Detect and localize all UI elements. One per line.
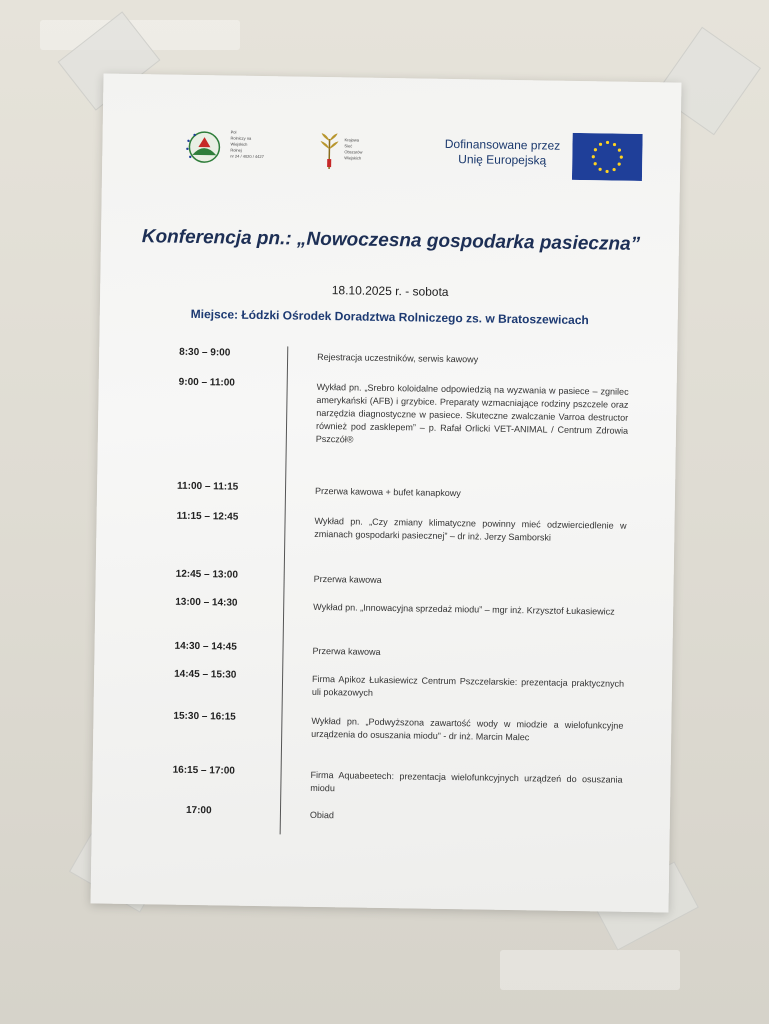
logo-left-text-5: nr 24 / 4020 / 4427 bbox=[230, 153, 264, 160]
schedule-description: Obiad bbox=[309, 809, 335, 821]
cofunding-text bbox=[432, 137, 572, 169]
schedule-description: Wykład pn. „Podwyższona zawartość wody w miodzie a wielofunkcyjne urządzenia do osuszania miodu” - dr inż. Marcin Malec bbox=[311, 715, 624, 743]
schedule-description: Wykład pn. „Innowacyjna sprzedaż miodu” – mgr inż. Krzysztof Łukasiewicz bbox=[313, 601, 615, 617]
paper-sheet bbox=[91, 74, 682, 913]
schedule-row bbox=[99, 345, 677, 365]
logo-left-text-4: Rolnej bbox=[230, 147, 242, 153]
logo-mid-text-4: Wiejskich bbox=[344, 155, 362, 161]
schedule-time: 15:30 – 16:15 bbox=[173, 710, 236, 723]
ksow-logo bbox=[318, 133, 389, 174]
schedule-time: 14:45 – 15:30 bbox=[174, 668, 237, 681]
cofunding-line-2: Unię Europejską bbox=[458, 152, 547, 168]
logo-mid-text-1: Krajowa bbox=[344, 137, 360, 143]
schedule-description: Rejestracja uczestników, serwis kawowy bbox=[317, 351, 479, 365]
schedule-time: 13:00 – 14:30 bbox=[175, 596, 238, 609]
schedule-time: 8:30 – 9:00 bbox=[179, 346, 231, 359]
schedule-description: Przerwa kawowa + bufet kanapkowy bbox=[314, 485, 461, 499]
schedule-row bbox=[95, 639, 673, 657]
schedule-row bbox=[99, 375, 677, 445]
schedule-row bbox=[97, 509, 675, 543]
schedule-divider bbox=[280, 346, 289, 834]
schedule-description: Wykład pn. „Srebro koloidalne odpowiedzią na wyzwania w pasiece – zgnilec amerykański (AFB) i grzybice. Preparaty wzmacniające rodziny pszczele oraz narzędzia diagnostyczne w pasiece. Skuteczne zwalczanie Varroa destructor również pod zasklepem” – p. Rafał Orlicki VET-ANIMAL / Centrum Zdrowia Pszczół® bbox=[315, 381, 629, 445]
schedule-row bbox=[97, 479, 675, 499]
cofunding-line-1: Dofinansowane przez bbox=[444, 136, 561, 153]
logo-left-text-3: Wiejskich bbox=[230, 141, 248, 147]
schedule-row bbox=[96, 567, 674, 585]
schedule-row bbox=[95, 595, 673, 617]
schedule-description: Przerwa kawowa bbox=[312, 645, 381, 657]
schedule-description: Firma Aquabeetech: prezentacja wielofunkcyjnych urządzeń do osuszania miodu bbox=[310, 769, 623, 794]
schedule-time: 14:30 – 14:45 bbox=[174, 640, 237, 653]
conference-place: Miejsce: Łódzki Ośrodek Doradztwa Rolniczego zs. w Bratoszewicach bbox=[190, 306, 589, 328]
conference-date: 18.10.2025 r. - sobota bbox=[331, 283, 449, 299]
logo-mid-text-3: Obszarów bbox=[344, 149, 363, 155]
logo-left-text-2: Rolniczy na bbox=[230, 135, 252, 141]
wheat-icon bbox=[318, 133, 341, 169]
schedule-time: 12:45 – 13:00 bbox=[175, 568, 239, 581]
schedule-description: Wykład pn. „Czy zmiany klimatyczne powinny mieć odzwierciedlenie w zmianach gospodarki pasiecznej” – dr inż. Jerzy Samborski bbox=[314, 515, 627, 543]
conference-title: Konferencja pn.: „Nowoczesna gospodarka pasieczna” bbox=[141, 226, 641, 255]
schedule-row bbox=[93, 763, 671, 794]
schedule-description: Przerwa kawowa bbox=[313, 573, 382, 585]
logo-mid-text-2: Sieć bbox=[344, 143, 353, 149]
schedule-time: 16:15 – 17:00 bbox=[172, 764, 235, 777]
schedule-row bbox=[94, 667, 672, 698]
schedule-time: 11:00 – 11:15 bbox=[176, 480, 239, 493]
logo-left-text-1: Pol bbox=[230, 129, 237, 135]
eu-flag-icon bbox=[572, 133, 643, 181]
schedule-row bbox=[92, 803, 670, 821]
program-emblem-icon bbox=[182, 127, 227, 168]
schedule-row bbox=[94, 709, 672, 743]
schedule-time: 11:15 – 12:45 bbox=[176, 510, 239, 523]
schedule-time: 9:00 – 11:00 bbox=[178, 376, 235, 389]
schedule-description: Firma Apikoz Łukasiewicz Centrum Pszczelarskie: prezentacja praktycznych uli pokazowych bbox=[311, 673, 625, 698]
ksow-program-logo bbox=[182, 127, 293, 169]
wall-scuff bbox=[500, 950, 680, 990]
schedule-time: 17:00 bbox=[185, 804, 212, 817]
